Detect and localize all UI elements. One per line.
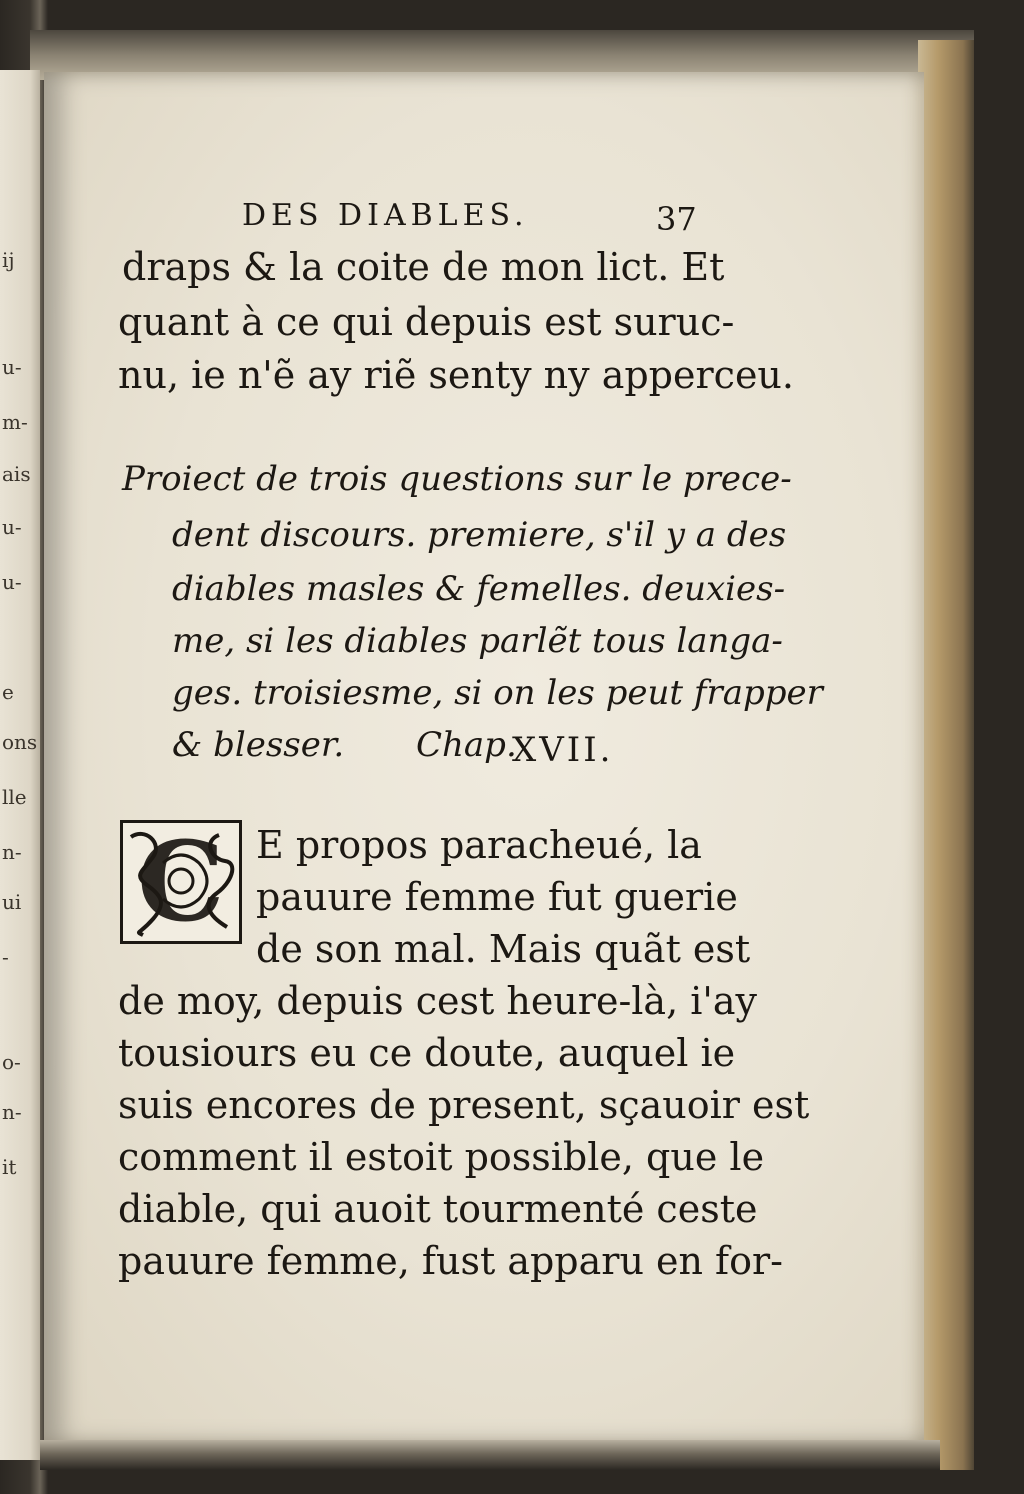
left-fragment: ais [2,462,31,486]
page-number: 37 [656,200,697,238]
text-line: pauure femme fut guerie [256,875,738,919]
left-fragment: m- [2,410,28,434]
chapter-heading-line: dent discours. premiere, s'il y a des [172,515,787,555]
left-fragment: - [2,945,9,969]
left-page-edge [0,70,40,1460]
text-line: comment il estoit possible, que le [118,1135,765,1179]
text-line: quant à ce qui depuis est suruc- [118,300,735,344]
left-fragment: it [2,1155,17,1179]
text-line: suis encores de present, sçauoir est [118,1083,810,1127]
text-line: tousiours eu ce doute, auquel ie [118,1031,736,1075]
chapter-label: Chap. [416,725,517,765]
book-fore-edge [918,40,974,1470]
left-fragment: u- [2,515,22,539]
left-fragment: o- [2,1050,21,1074]
left-fragment: lle [2,785,27,809]
chapter-heading-line: & blesser. [172,725,345,765]
left-fragment: ij [2,248,15,272]
page-bottom-edge [40,1440,940,1470]
left-fragment: n- [2,1100,22,1124]
text-line: E propos paracheué, la [256,823,702,867]
left-fragment: ons [2,730,38,754]
chapter-heading-line: diables masles & femelles. deuxies- [172,569,786,609]
left-fragment: n- [2,840,22,864]
text-line: nu, ie n'ẽ ay riẽ senty ny apperceu. [118,353,794,397]
text-line: pauure femme, fust apparu en for- [118,1239,783,1283]
text-line: diable, qui auoit tourmenté ceste [118,1187,758,1231]
text-line: de son mal. Mais quãt est [256,927,751,971]
running-head: DES DIABLES. [242,198,529,233]
chapter-heading-line: me, si les diables parlẽt tous langa- [172,621,783,661]
left-fragment: u- [2,570,22,594]
text-line: de moy, depuis cest heure-là, i'ay [118,979,757,1023]
chapter-heading-line: Proiect de trois questions sur le prece- [122,459,792,499]
decorated-initial [120,817,242,946]
initial-letter: C [137,817,225,946]
text-line: draps & la coite de mon lict. Et [122,245,725,289]
left-fragment: e [2,680,14,704]
chapter-number: XVII. [512,730,614,770]
left-fragment: ui [2,890,22,914]
chapter-heading-line: ges. troisiesme, si on les peut frapper [172,673,823,713]
left-fragment: u- [2,355,22,379]
